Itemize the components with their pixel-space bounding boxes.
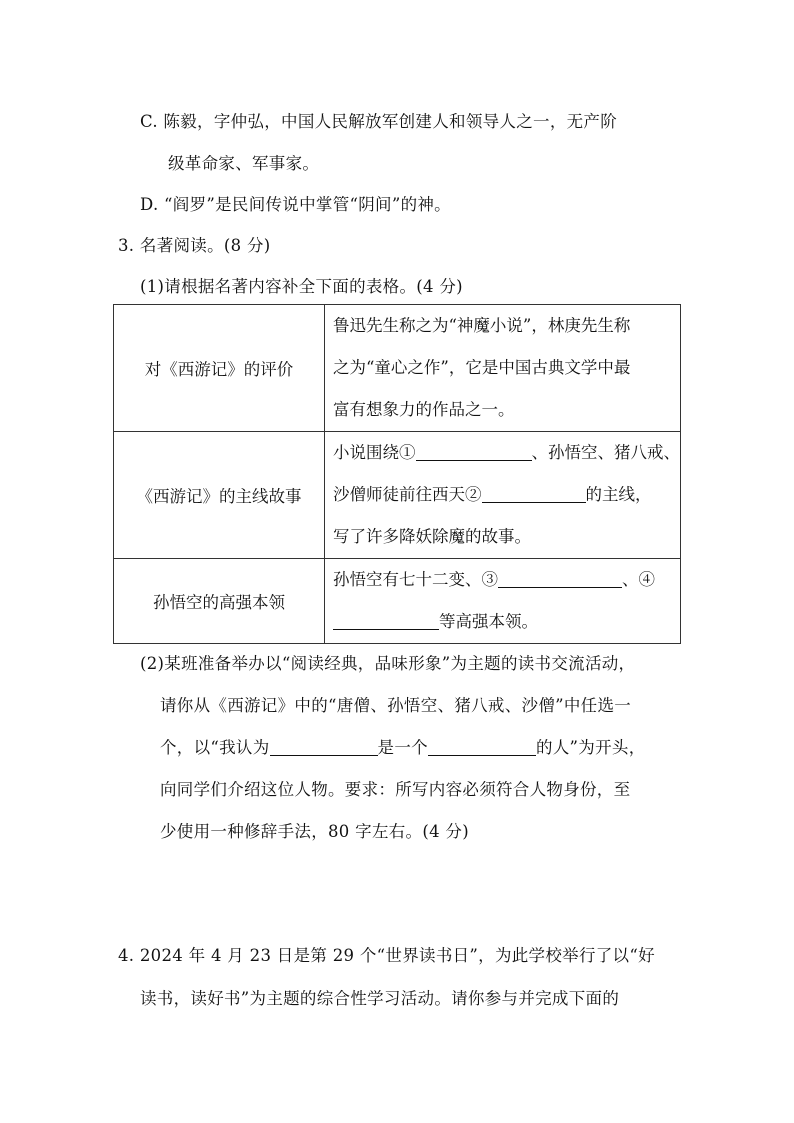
table-line: 鲁迅先生称之为“神魔小说”，林庚先生称 (333, 316, 631, 335)
option-c-line-1: C. 陈毅，字仲弘，中国人民解放军创建人和领导人之一，无产阶 (140, 112, 618, 131)
question-3-part-2-line-5: 少使用一种修辞手法，80 字左右。(4 分) (160, 822, 469, 841)
text: 沙僧师徒前往西天② (333, 485, 482, 504)
text: 是一个 (377, 738, 428, 757)
table-line (333, 559, 680, 601)
table-row (114, 559, 681, 644)
question-4-line-1: 4. 2024 年 4 月 23 日是第 29 个“世界读书日”，为此学校举行了以“好 (118, 946, 655, 965)
answer-blank-3[interactable] (498, 569, 622, 588)
table-line (333, 601, 680, 643)
table-line (333, 432, 680, 474)
answer-blank-4[interactable] (333, 611, 439, 630)
text: 等高强本领。 (439, 612, 538, 631)
question-4-line-2: 读书，读好书”为主题的综合性学习活动。请你参与并完成下面的 (140, 989, 620, 1008)
question-3-part-2-line-3 (160, 734, 646, 758)
question-3-part-2-line-1: (2)某班准备举办以“阅读经典，品味形象”为主题的读书交流活动， (140, 654, 636, 673)
table-cell-evaluation (325, 305, 681, 432)
question-3-heading: 3. 名著阅读。(8 分) (118, 236, 271, 255)
table-cell-main-story (325, 432, 681, 559)
answer-blank-character[interactable] (270, 737, 378, 756)
table-cell-abilities (325, 559, 681, 644)
text: 个，以“我认为 (160, 738, 270, 757)
table-line (333, 474, 680, 516)
text: 的主线， (585, 485, 652, 504)
text: 、④ (622, 570, 655, 589)
question-3-part-1-prompt: (1)请根据名著内容补全下面的表格。(4 分) (140, 277, 463, 296)
text: 小说围绕① (333, 443, 416, 462)
table-label-abilities: 孙悟空的高强本领 (114, 559, 325, 644)
table-line: 富有想象力的作品之一。 (333, 400, 515, 419)
text: 的人”为开头， (535, 738, 646, 757)
table-line: 之为“童心之作”，它是中国古典文学中最 (333, 358, 631, 377)
table-label-evaluation: 对《西游记》的评价 (114, 305, 325, 432)
option-d-line: D. “阎罗”是民间传说中掌管“阴间”的神。 (140, 195, 451, 214)
answer-blank-trait[interactable] (428, 737, 536, 756)
table-row (114, 432, 681, 559)
table-row (114, 305, 681, 432)
journey-to-the-west-table (113, 304, 681, 644)
answer-blank-2[interactable] (482, 484, 586, 503)
table-line: 写了许多降妖除魔的故事。 (333, 527, 531, 546)
question-3-part-2-line-4: 向同学们介绍这位人物。要求：所写内容必须符合人物身份，至 (160, 780, 631, 799)
table-label-main-story: 《西游记》的主线故事 (114, 432, 325, 559)
answer-blank-1[interactable] (416, 442, 532, 461)
text: 孙悟空有七十二变、③ (333, 570, 498, 589)
option-c-line-2: 级革命家、军事家。 (168, 154, 320, 173)
text: 、孙悟空、猪八戒、 (531, 443, 680, 462)
question-3-part-2-line-2: 请你从《西游记》中的“唐僧、孙悟空、猪八戒、沙僧”中任选一 (160, 696, 632, 715)
